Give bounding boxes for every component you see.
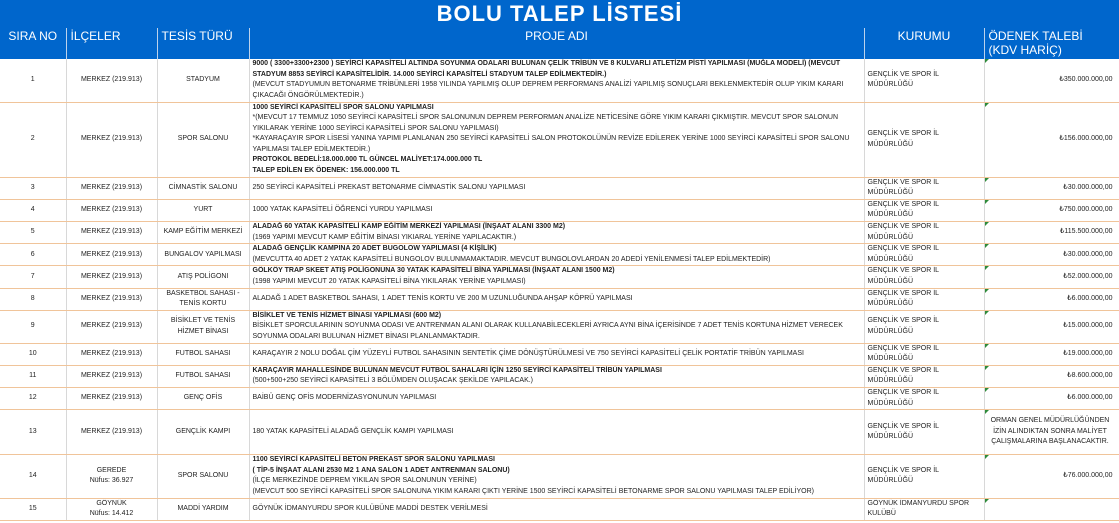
project-cell [249, 387, 864, 409]
project-line: TALEP EDİLEN EK ÖDENEK: 156.000.000 TL [252, 167, 400, 175]
district-name: MERKEZ (219.913) [80, 427, 143, 435]
project-line: (MEVCUT 500 SEYİRCİ KAPASİTELİ SPOR SALONUNA YIKIM KARARI ÇIKTI YERİNE 1500 SEYİRCİ KAPASİTELİ BETONARME SPOR SALONU YAPILMASI TALEP EDİLİYOR) [252, 487, 814, 495]
institution: GENÇLİK VE SPOR İL MÜDÜRLÜĞÜ [864, 343, 984, 365]
facility-type: FUTBOL SAHASI [157, 365, 249, 387]
row-number: 9 [0, 310, 66, 343]
facility-type: MADDİ YARDIM [157, 498, 249, 520]
district-population: Nüfus: 36.927 [89, 477, 134, 485]
project-line: BAİBÜ GENÇ OFİS MODERNİZASYONUNUN YAPILMASI [252, 394, 437, 402]
row-number: 15 [0, 498, 66, 520]
district-cell [66, 343, 157, 365]
district-name: MERKEZ (219.913) [80, 250, 143, 258]
header-kurum: KURUMU [864, 28, 984, 59]
row-number: 12 [0, 387, 66, 409]
table-row [0, 59, 1119, 102]
project-cell [249, 288, 864, 310]
project-line: (İLÇE MERKEZİNDE DEPREM YIKILAN SPOR SALONUNUN YERİNE) [252, 477, 477, 485]
project-cell [249, 310, 864, 343]
project-line: ALADAĞ GENÇLİK KAMPINA 20 ADET BUGOLOW YAPILMASI (4 KİŞİLİK) [252, 245, 497, 253]
project-cell [249, 59, 864, 102]
project-cell [249, 343, 864, 365]
project-line: (MEVCUT STADYUMUN BETONARME TRİBÜNLERİ 1958 YILINDA YAPILMIŞ OLUP DEPREM PERFORMANS ANALİZİ YAPILMIŞ SONUÇLARI BEKLENMEKTEDİR OLUP YIKIM KARARI ÇIKACAĞI ÖNGÖRÜLMEKTEDİR.) [252, 81, 844, 99]
district-name: MERKEZ (219.913) [80, 206, 143, 214]
project-cell [249, 266, 864, 288]
district-name: MERKEZ (219.913) [80, 75, 143, 83]
district-name: MERKEZ (219.913) [80, 372, 143, 380]
budget-request: ₺52.000.000,00 [984, 266, 1119, 288]
project-line: 1000 YATAK KAPASİTELİ ÖĞRENCİ YURDU YAPILMASI [252, 206, 433, 214]
district-name: GEREDE [96, 466, 127, 474]
table-row [0, 199, 1119, 221]
facility-type: ATIŞ POLİGONI [157, 266, 249, 288]
facility-type: YURT [157, 199, 249, 221]
project-cell [249, 498, 864, 520]
district-cell [66, 387, 157, 409]
district-name: MERKEZ (219.913) [80, 183, 143, 191]
district-cell [66, 222, 157, 244]
facility-type: BASKETBOL SAHASI - TENİS KORTU [157, 288, 249, 310]
row-number: 8 [0, 288, 66, 310]
facility-type: BİSİKLET VE TENİS HİZMET BİNASI [157, 310, 249, 343]
project-line: 250 SEYİRCİ KAPASİTELİ PREKAST BETONARME CİMNASTİK SALONU YAPILMASI [252, 183, 526, 191]
institution: GENÇLİK VE SPOR İL MÜDÜRLÜĞÜ [864, 310, 984, 343]
district-name: MERKEZ (219.913) [80, 394, 143, 402]
table-row [0, 244, 1119, 266]
institution: GENÇLİK VE SPOR İL MÜDÜRLÜĞÜ [864, 410, 984, 455]
district-cell [66, 310, 157, 343]
row-number: 1 [0, 59, 66, 102]
project-line: 9000 ( 3300+3300+2300 ) SEYİRCİ KAPASİTELİ ALTINDA SOYUNMA ODALARI BULUNAN ÇELİK TRİBÜN VE 8 KULVARLI ATLETİZM PİSTİ YAPILMASI (MUĞLA MODELİ) (MEVCUT STADYUM 8853 SEYİRCİ KAPASİTELİDİR. 14.000 SEYİRCİ KAPASİTELİ STADYUM TALEP EDİLMEKTEDİR.) [252, 60, 841, 78]
district-cell [66, 365, 157, 387]
row-number: 3 [0, 177, 66, 199]
budget-request: ₺15.000.000,00 [984, 310, 1119, 343]
institution: GENÇLİK VE SPOR İL MÜDÜRLÜĞÜ [864, 266, 984, 288]
budget-request: ₺115.500.000,00 [984, 222, 1119, 244]
project-cell [249, 410, 864, 455]
district-cell [66, 59, 157, 102]
facility-type: SPOR SALONU [157, 102, 249, 177]
project-line: BİSİKLET VE TENİS HİZMET BİNASI YAPILMASI (600 M2) [252, 311, 442, 319]
table-row [0, 365, 1119, 387]
facility-type: FUTBOL SAHASI [157, 343, 249, 365]
project-line: 1100 SEYİRCİ KAPASİTELİ BETON PREKAST SPOR SALONU YAPILMASI [252, 456, 495, 464]
row-number: 10 [0, 343, 66, 365]
budget-request: ₺156.000.000,00 [984, 102, 1119, 177]
row-number: 7 [0, 266, 66, 288]
project-line: *(MEVCUT 17 TEMMUZ 1050 SEYİRCİ KAPASİTELİ SPOR SALONUNUN DEPREM PERFORMAN ANALİZE NETİCESİNE GÖRE YIKIM KARARI ÇIKMIŞTIR. MEVCUT SPOR SALONUN YIKILARAK YERİNE 1000 SEYİRCİ KAPASİTELİ SPOR SALONU YAPILMASI) [252, 114, 839, 132]
project-line: 180 YATAK KAPASİTELİ ALADAĞ GENÇLİK KAMPI YAPILMASI [252, 427, 454, 435]
budget-request: ₺750.000.000,00 [984, 199, 1119, 221]
table-row [0, 310, 1119, 343]
project-cell [249, 365, 864, 387]
header-odenek: ÖDENEK TALEBİ (KDV HARİÇ) [984, 28, 1119, 59]
institution: GENÇLİK VE SPOR İL MÜDÜRLÜĞÜ [864, 244, 984, 266]
district-name: MERKEZ (219.913) [80, 135, 143, 143]
table-row [0, 498, 1119, 520]
project-line: (1998 YAPIMI MEVCUT 20 YATAK KAPASİTELİ BİNA YIKILARAK YERİNE YAPILMASI) [252, 278, 526, 285]
institution: GENÇLİK VE SPOR İL MÜDÜRLÜĞÜ [864, 455, 984, 498]
row-number: 13 [0, 410, 66, 455]
institution: GENÇLİK VE SPOR İL MÜDÜRLÜĞÜ [864, 199, 984, 221]
header-ilce: İLÇELER [66, 28, 157, 59]
project-line: 1000 SEYİRCİ KAPASİTELİ SPOR SALONU YAPILMASI [252, 103, 434, 111]
project-line: PROTOKOL BEDELİ:18.000.000 TL GÜNCEL MALİYET:174.000.000 TL [252, 156, 483, 164]
row-number: 6 [0, 244, 66, 266]
budget-request: ORMAN GENEL MÜDÜRLÜĞÜNDEN İZİN ALINDIKTAN SONRA MALİYET ÇALIŞMALARINA BAŞLANACAKTIR. [984, 410, 1119, 455]
project-cell [249, 177, 864, 199]
header-row [0, 28, 1119, 59]
table-row [0, 102, 1119, 177]
project-line: (500+500+250 SEYİRCİ KAPASİTELİ 3 BÖLÜMDEN OLUŞACAK ŞEKİLDE YAPILACAK.) [252, 377, 534, 385]
district-cell [66, 410, 157, 455]
project-line: GÖYNÜK İDMANYURDU SPOR KULÜBÜNE MADDİ DESTEK VERİLMESİ [252, 504, 488, 512]
table-row [0, 288, 1119, 310]
institution: GENÇLİK VE SPOR İL MÜDÜRLÜĞÜ [864, 365, 984, 387]
institution: GENÇLİK VE SPOR İL MÜDÜRLÜĞÜ [864, 288, 984, 310]
table-row [0, 266, 1119, 288]
district-cell [66, 288, 157, 310]
institution: GENÇLİK VE SPOR İL MÜDÜRLÜĞÜ [864, 387, 984, 409]
institution: GENÇLİK VE SPOR İL MÜDÜRLÜĞÜ [864, 102, 984, 177]
budget-request: ₺30.000.000,00 [984, 177, 1119, 199]
header-proje: PROJE ADI [249, 28, 864, 59]
district-cell [66, 177, 157, 199]
table-row [0, 410, 1119, 455]
project-line: ALADAĞ 1 ADET BASKETBOL SAHASI, 1 ADET TENİS KORTU VE 200 M UZUNLUĞUNDA AHŞAP KÖPRÜ YAPILMASI [252, 294, 633, 302]
project-line: KARAÇAYIR MAHALLESİNDE BULUNAN MEVCUT FUTBOL SAHALARI İÇİN 1250 SEYİRCİ KAPASİTELİ TRİBÜN YAPILMASI [252, 366, 662, 374]
row-number: 4 [0, 199, 66, 221]
district-cell [66, 102, 157, 177]
budget-request [984, 498, 1119, 520]
budget-request: ₺6.000.000,00 [984, 387, 1119, 409]
institution: GENÇLİK VE SPOR İL MÜDÜRLÜĞÜ [864, 222, 984, 244]
facility-type: SPOR SALONU [157, 455, 249, 498]
district-name: MERKEZ (219.913) [80, 228, 143, 236]
district-cell [66, 455, 157, 498]
facility-type: GENÇLİK KAMPI [157, 410, 249, 455]
project-cell [249, 222, 864, 244]
project-line: BİSİKLET SPORCULARININ SOYUNMA ODASI VE ANTRENMAN ALANI OLARAK KULLANABİLECEKLERİ AYRICA AYNI BİNA İÇERİSİNDE 7 ADET TENİS KORTUNA HİZMET VERECEK SOYUNMA ODALARI BULUNAN HİZMET BİNASI PLANLANMAKTADIR. [252, 322, 843, 340]
row-number: 2 [0, 102, 66, 177]
district-name: GÖYNÜK [96, 499, 127, 507]
institution: GENÇLİK VE SPOR İL MÜDÜRLÜĞÜ [864, 59, 984, 102]
table-row [0, 177, 1119, 199]
table-row [0, 343, 1119, 365]
project-cell [249, 102, 864, 177]
table-body [0, 59, 1119, 520]
facility-type: STADYUM [157, 59, 249, 102]
budget-request: ₺30.000.000,00 [984, 244, 1119, 266]
row-number: 11 [0, 365, 66, 387]
table-row [0, 455, 1119, 498]
district-name: MERKEZ (219.913) [80, 272, 143, 280]
facility-type: GENÇ OFİS [157, 387, 249, 409]
budget-request: ₺6.000.000,00 [984, 288, 1119, 310]
district-cell [66, 199, 157, 221]
header-sira: SIRA NO [0, 28, 66, 59]
institution: GÖYNÜK İDMANYURDU SPOR KULÜBÜ [864, 498, 984, 520]
project-line: ALADAĞ 60 YATAK KAPASİTELİ KAMP EĞİTİM MERKEZİ YAPILMASI (İNŞAAT ALANI 3300 M2) [252, 223, 566, 231]
project-line: GÖLKÖY TRAP SKEET ATIŞ POLİGONUNA 30 YATAK KAPASİTELİ BİNA YAPILMASI (İNŞAAT ALANI 1500 M2) [252, 267, 615, 275]
budget-request: ₺76.000.000,00 [984, 455, 1119, 498]
district-cell [66, 266, 157, 288]
district-name: MERKEZ (219.913) [80, 349, 143, 357]
facility-type: KAMP EĞİTİM MERKEZİ [157, 222, 249, 244]
table-row [0, 222, 1119, 244]
budget-request: ₺19.000.000,00 [984, 343, 1119, 365]
district-population: Nüfus: 14.412 [89, 510, 134, 518]
project-line: (MEVCUTTA 40 ADET 2 YATAK KAPASİTELİ BUNGOLOV BULUNMAMAKTADIR. MEVCUT BUNGOLOVLARDAN 20 ADEDİ YENİLENMESİ TALEP EDİLMEKTEDİR) [252, 255, 771, 263]
row-number: 5 [0, 222, 66, 244]
budget-request: ₺8.600.000,00 [984, 365, 1119, 387]
budget-request: ₺350.000.000,00 [984, 59, 1119, 102]
project-line: ( TİP-5 İNŞAAT ALANI 2530 M2 1 ANA SALON 1 ADET ANTRENMAN SALONU) [252, 466, 510, 474]
facility-type: CİMNASTİK SALONU [157, 177, 249, 199]
project-line: KARAÇAYIR 2 NOLU DOĞAL ÇİM YÜZEYLİ FUTBOL SAHASININ SENTETİK ÇİME DÖNÜŞTÜRÜLMESİ VE 750 SEYİRCİ KAPASİTELİ ÇELİK PORTATİF TRİBÜN YAPILMASI [252, 349, 804, 357]
table-row [0, 387, 1119, 409]
project-line: (1969 YAPIMI MEVCUT KAMP EĞİTİM BİNASI YIKIARAL YERİNE YAPILACAKTIR.) [252, 233, 517, 241]
header-tur: TESİS TÜRÜ [157, 28, 249, 59]
project-cell [249, 455, 864, 498]
institution: GENÇLİK VE SPOR İL MÜDÜRLÜĞÜ [864, 177, 984, 199]
project-line: *KAYARAÇAYIR SPOR LİSESİ YANINA YAPIMI PLANLANAN 250 SEYİRCİ KAPASİTELİ SALON PROTOKOLÜNÜN REVİZE EDİLEREK YERİNE 1000 SEYİRCİ KAPASİTELİ SPOR SALONU YAPILMASI TALEP EDİLMEKTEDİR.) [252, 135, 850, 153]
row-number: 14 [0, 455, 66, 498]
district-name: MERKEZ (219.913) [80, 322, 143, 330]
request-table [0, 28, 1119, 521]
page-title: BOLU TALEP LİSTESİ [0, 0, 1119, 28]
district-cell [66, 244, 157, 266]
project-cell [249, 244, 864, 266]
district-name: MERKEZ (219.913) [80, 294, 143, 302]
project-cell [249, 199, 864, 221]
facility-type: BUNGALOV YAPILMASI [157, 244, 249, 266]
district-cell [66, 498, 157, 520]
